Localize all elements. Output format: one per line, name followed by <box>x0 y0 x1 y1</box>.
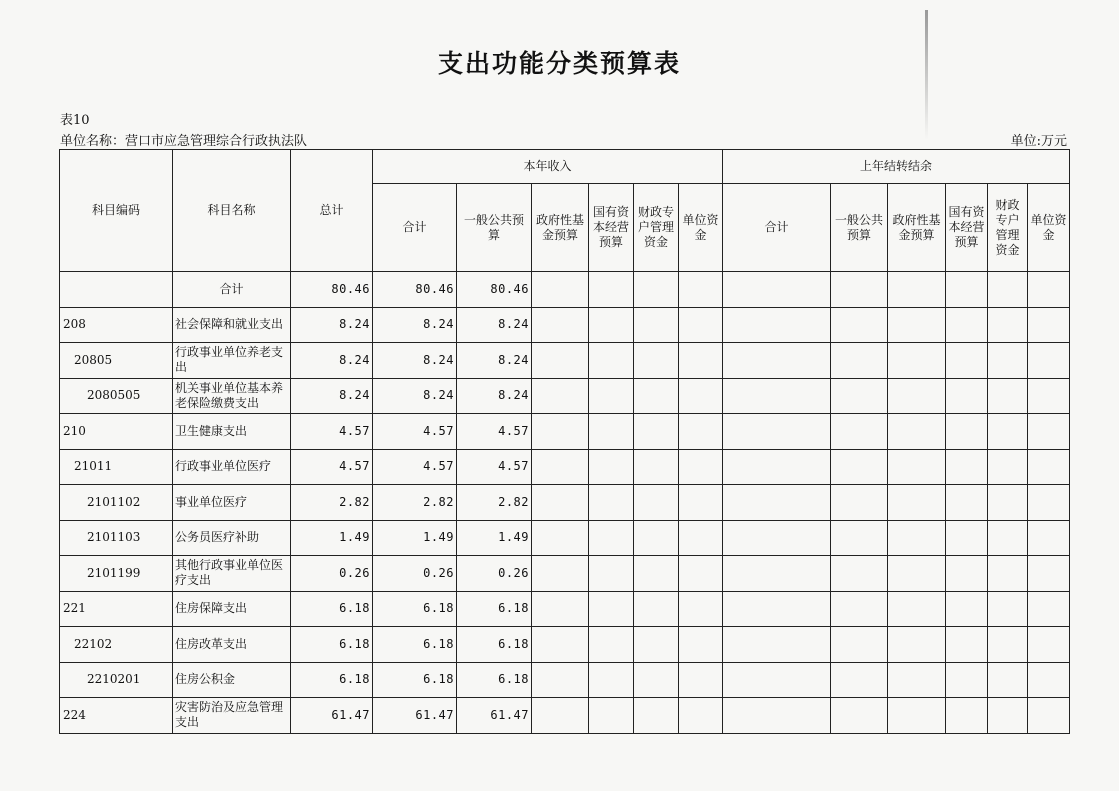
cell-name: 合计 <box>173 272 291 308</box>
cell-ci-unit <box>679 343 723 379</box>
cell-ly-special <box>988 627 1028 663</box>
cell-ly-state-capital <box>946 343 988 379</box>
cell-ci-total: 6.18 <box>373 662 457 698</box>
header-last-year-balance: 上年结转结余 <box>723 150 1070 184</box>
cell-ci-general: 8.24 <box>457 343 532 379</box>
cell-total: 6.18 <box>291 662 373 698</box>
cell-ly-special <box>988 414 1028 450</box>
cell-name: 机关事业单位基本养老保险缴费支出 <box>173 378 291 414</box>
cell-ci-unit <box>679 307 723 343</box>
cell-ci-state-capital <box>589 662 634 698</box>
cell-ly-gov-fund <box>888 307 946 343</box>
cell-ci-total: 6.18 <box>373 627 457 663</box>
cell-ci-total: 4.57 <box>373 449 457 485</box>
cell-ly-gov-fund <box>888 272 946 308</box>
cell-ci-special <box>634 378 679 414</box>
cell-ly-state-capital <box>946 698 988 734</box>
cell-ci-general: 80.46 <box>457 272 532 308</box>
table-row <box>60 272 1070 308</box>
cell-ly-total <box>723 307 831 343</box>
cell-name: 住房保障支出 <box>173 591 291 627</box>
cell-ci-total: 80.46 <box>373 272 457 308</box>
cell-ly-general <box>831 449 888 485</box>
cell-ci-general: 0.26 <box>457 556 532 592</box>
cell-ly-total <box>723 591 831 627</box>
header-current-income: 本年收入 <box>373 150 723 184</box>
table-row <box>60 698 1070 734</box>
cell-ci-state-capital <box>589 485 634 521</box>
cell-ci-gov-fund <box>532 414 589 450</box>
cell-ly-gov-fund <box>888 698 946 734</box>
cell-ci-special <box>634 627 679 663</box>
cell-ci-gov-fund <box>532 485 589 521</box>
cell-ci-state-capital <box>589 556 634 592</box>
cell-ly-general <box>831 591 888 627</box>
cell-ly-total <box>723 414 831 450</box>
cell-ly-gov-fund <box>888 378 946 414</box>
cell-ly-total <box>723 378 831 414</box>
cell-ci-general: 8.24 <box>457 307 532 343</box>
cell-total: 1.49 <box>291 520 373 556</box>
cell-name: 住房改革支出 <box>173 627 291 663</box>
cell-ci-special <box>634 485 679 521</box>
cell-ly-general <box>831 520 888 556</box>
cell-ly-special <box>988 378 1028 414</box>
cell-ly-state-capital <box>946 556 988 592</box>
cell-ci-special <box>634 698 679 734</box>
cell-ci-general: 4.57 <box>457 449 532 485</box>
cell-ci-state-capital <box>589 449 634 485</box>
cell-ly-total <box>723 449 831 485</box>
cell-total: 80.46 <box>291 272 373 308</box>
cell-total: 6.18 <box>291 627 373 663</box>
cell-ci-unit <box>679 449 723 485</box>
cell-ly-unit <box>1028 627 1070 663</box>
cell-ci-general: 6.18 <box>457 662 532 698</box>
cell-ci-gov-fund <box>532 449 589 485</box>
cell-code: 2210201 <box>60 662 173 698</box>
cell-ly-special <box>988 307 1028 343</box>
table-row <box>60 662 1070 698</box>
cell-ly-state-capital <box>946 272 988 308</box>
header-total: 总计 <box>291 150 373 272</box>
cell-ly-gov-fund <box>888 414 946 450</box>
cell-ly-state-capital <box>946 307 988 343</box>
cell-ly-gov-fund <box>888 627 946 663</box>
header-ly-gov-fund: 政府性基金预算 <box>888 184 946 272</box>
header-ci-unit: 单位资金 <box>679 184 723 272</box>
cell-ly-gov-fund <box>888 556 946 592</box>
cell-ci-gov-fund <box>532 698 589 734</box>
table-row <box>60 485 1070 521</box>
cell-ly-special <box>988 662 1028 698</box>
cell-ci-gov-fund <box>532 627 589 663</box>
cell-name: 公务员医疗补助 <box>173 520 291 556</box>
cell-ly-state-capital <box>946 627 988 663</box>
cell-ly-unit <box>1028 591 1070 627</box>
cell-ly-special <box>988 591 1028 627</box>
table-row <box>60 627 1070 663</box>
cell-ci-total: 8.24 <box>373 343 457 379</box>
cell-code <box>60 272 173 308</box>
cell-ly-unit <box>1028 449 1070 485</box>
cell-ly-total <box>723 343 831 379</box>
cell-name: 社会保障和就业支出 <box>173 307 291 343</box>
cell-name: 事业单位医疗 <box>173 485 291 521</box>
cell-code: 2101102 <box>60 485 173 521</box>
cell-ci-total: 8.24 <box>373 378 457 414</box>
cell-ly-gov-fund <box>888 449 946 485</box>
cell-ci-general: 1.49 <box>457 520 532 556</box>
cell-ci-gov-fund <box>532 343 589 379</box>
cell-ly-general <box>831 662 888 698</box>
table-number: 表10 <box>60 113 90 128</box>
cell-name: 其他行政事业单位医疗支出 <box>173 556 291 592</box>
cell-ci-state-capital <box>589 378 634 414</box>
cell-ci-special <box>634 520 679 556</box>
cell-ci-special <box>634 449 679 485</box>
cell-ci-unit <box>679 591 723 627</box>
cell-ly-general <box>831 272 888 308</box>
table-row <box>60 520 1070 556</box>
cell-ly-gov-fund <box>888 520 946 556</box>
cell-ly-unit <box>1028 272 1070 308</box>
table-row <box>60 449 1070 485</box>
cell-ci-unit <box>679 520 723 556</box>
cell-ci-general: 6.18 <box>457 627 532 663</box>
cell-ci-special <box>634 272 679 308</box>
cell-ly-general <box>831 485 888 521</box>
cell-ci-general: 4.57 <box>457 414 532 450</box>
cell-code: 224 <box>60 698 173 734</box>
cell-ly-unit <box>1028 485 1070 521</box>
cell-ly-total <box>723 698 831 734</box>
cell-code: 21011 <box>60 449 173 485</box>
cell-ly-state-capital <box>946 520 988 556</box>
cell-ci-unit <box>679 378 723 414</box>
cell-ly-general <box>831 556 888 592</box>
cell-code: 2101199 <box>60 556 173 592</box>
cell-code: 210 <box>60 414 173 450</box>
cell-ci-general: 6.18 <box>457 591 532 627</box>
cell-ly-unit <box>1028 698 1070 734</box>
cell-code: 208 <box>60 307 173 343</box>
cell-ci-gov-fund <box>532 520 589 556</box>
cell-ci-gov-fund <box>532 662 589 698</box>
cell-name: 卫生健康支出 <box>173 414 291 450</box>
cell-ci-state-capital <box>589 307 634 343</box>
budget-table <box>59 149 1070 734</box>
header-ci-total: 合计 <box>373 184 457 272</box>
cell-ly-total <box>723 485 831 521</box>
cell-ci-special <box>634 591 679 627</box>
cell-ly-general <box>831 698 888 734</box>
cell-ly-general <box>831 627 888 663</box>
cell-ly-total <box>723 662 831 698</box>
cell-ci-gov-fund <box>532 272 589 308</box>
cell-ci-general: 8.24 <box>457 378 532 414</box>
cell-total: 6.18 <box>291 591 373 627</box>
cell-ly-gov-fund <box>888 662 946 698</box>
cell-ly-total <box>723 556 831 592</box>
cell-ly-state-capital <box>946 485 988 521</box>
cell-ly-unit <box>1028 414 1070 450</box>
header-ci-special: 财政专户管理资金 <box>634 184 679 272</box>
table-row <box>60 591 1070 627</box>
cell-ci-state-capital <box>589 414 634 450</box>
cell-ly-general <box>831 414 888 450</box>
cell-ci-special <box>634 556 679 592</box>
cell-ly-unit <box>1028 520 1070 556</box>
cell-total: 4.57 <box>291 449 373 485</box>
cell-ly-total <box>723 627 831 663</box>
header-code: 科目编码 <box>60 150 173 272</box>
cell-ci-gov-fund <box>532 591 589 627</box>
cell-total: 8.24 <box>291 343 373 379</box>
cell-ly-special <box>988 520 1028 556</box>
cell-total: 2.82 <box>291 485 373 521</box>
cell-total: 4.57 <box>291 414 373 450</box>
cell-name: 灾害防治及应急管理支出 <box>173 698 291 734</box>
cell-ci-special <box>634 414 679 450</box>
header-ly-general: 一般公共预算 <box>831 184 888 272</box>
cell-name: 住房公积金 <box>173 662 291 698</box>
cell-ci-total: 61.47 <box>373 698 457 734</box>
cell-ci-unit <box>679 485 723 521</box>
cell-ly-unit <box>1028 307 1070 343</box>
cell-ly-gov-fund <box>888 343 946 379</box>
cell-ly-state-capital <box>946 414 988 450</box>
cell-ly-unit <box>1028 662 1070 698</box>
cell-total: 8.24 <box>291 307 373 343</box>
cell-ci-total: 8.24 <box>373 307 457 343</box>
table-row <box>60 378 1070 414</box>
cell-ci-total: 6.18 <box>373 591 457 627</box>
cell-ci-state-capital <box>589 591 634 627</box>
cell-ly-unit <box>1028 378 1070 414</box>
cell-ly-unit <box>1028 343 1070 379</box>
cell-ly-total <box>723 272 831 308</box>
cell-code: 2080505 <box>60 378 173 414</box>
cell-ly-special <box>988 485 1028 521</box>
header-name: 科目名称 <box>173 150 291 272</box>
table-row <box>60 307 1070 343</box>
cell-ly-gov-fund <box>888 591 946 627</box>
cell-code: 20805 <box>60 343 173 379</box>
cell-name: 行政事业单位医疗 <box>173 449 291 485</box>
cell-ci-state-capital <box>589 272 634 308</box>
cell-ly-special <box>988 272 1028 308</box>
cell-ci-special <box>634 662 679 698</box>
cell-ly-state-capital <box>946 449 988 485</box>
cell-code: 221 <box>60 591 173 627</box>
page-title: 支出功能分类预算表 <box>437 49 681 78</box>
cell-ci-gov-fund <box>532 556 589 592</box>
header-ly-state-capital: 国有资本经营预算 <box>946 184 988 272</box>
cell-total: 0.26 <box>291 556 373 592</box>
cell-ly-special <box>988 343 1028 379</box>
cell-ci-general: 2.82 <box>457 485 532 521</box>
header-ci-gov-fund: 政府性基金预算 <box>532 184 589 272</box>
table-row <box>60 414 1070 450</box>
cell-ci-total: 2.82 <box>373 485 457 521</box>
currency-unit: 单位:万元 <box>1010 134 1067 149</box>
cell-ly-state-capital <box>946 591 988 627</box>
cell-ly-special <box>988 698 1028 734</box>
cell-ci-total: 1.49 <box>373 520 457 556</box>
cell-ly-gov-fund <box>888 485 946 521</box>
cell-name: 行政事业单位养老支出 <box>173 343 291 379</box>
cell-total: 8.24 <box>291 378 373 414</box>
cell-ci-special <box>634 307 679 343</box>
cell-ci-unit <box>679 272 723 308</box>
header-ly-special: 财政专户管理资金 <box>988 184 1028 272</box>
cell-ly-total <box>723 520 831 556</box>
cell-ly-general <box>831 343 888 379</box>
cell-code: 2101103 <box>60 520 173 556</box>
cell-ci-unit <box>679 627 723 663</box>
cell-ci-special <box>634 343 679 379</box>
table-row <box>60 343 1070 379</box>
header-ly-unit: 单位资金 <box>1028 184 1070 272</box>
cell-ci-unit <box>679 414 723 450</box>
cell-ci-gov-fund <box>532 378 589 414</box>
header-ci-general: 一般公共预算 <box>457 184 532 272</box>
header-ly-total: 合计 <box>723 184 831 272</box>
unit-name: 单位名称：营口市应急管理综合行政执法队 <box>60 134 308 149</box>
cell-ci-unit <box>679 698 723 734</box>
cell-ly-general <box>831 378 888 414</box>
cell-ly-unit <box>1028 556 1070 592</box>
cell-ly-state-capital <box>946 378 988 414</box>
cell-ci-total: 4.57 <box>373 414 457 450</box>
cell-ci-state-capital <box>589 343 634 379</box>
cell-ly-general <box>831 307 888 343</box>
cell-total: 61.47 <box>291 698 373 734</box>
cell-code: 22102 <box>60 627 173 663</box>
cell-ci-unit <box>679 556 723 592</box>
header-ci-state-capital: 国有资本经营预算 <box>589 184 634 272</box>
cell-ci-state-capital <box>589 698 634 734</box>
cell-ci-total: 0.26 <box>373 556 457 592</box>
cell-ci-state-capital <box>589 627 634 663</box>
cell-ci-unit <box>679 662 723 698</box>
table-row <box>60 556 1070 592</box>
cell-ci-state-capital <box>589 520 634 556</box>
cell-ci-general: 61.47 <box>457 698 532 734</box>
cell-ly-state-capital <box>946 662 988 698</box>
cell-ly-special <box>988 449 1028 485</box>
cell-ci-gov-fund <box>532 307 589 343</box>
cell-ly-special <box>988 556 1028 592</box>
